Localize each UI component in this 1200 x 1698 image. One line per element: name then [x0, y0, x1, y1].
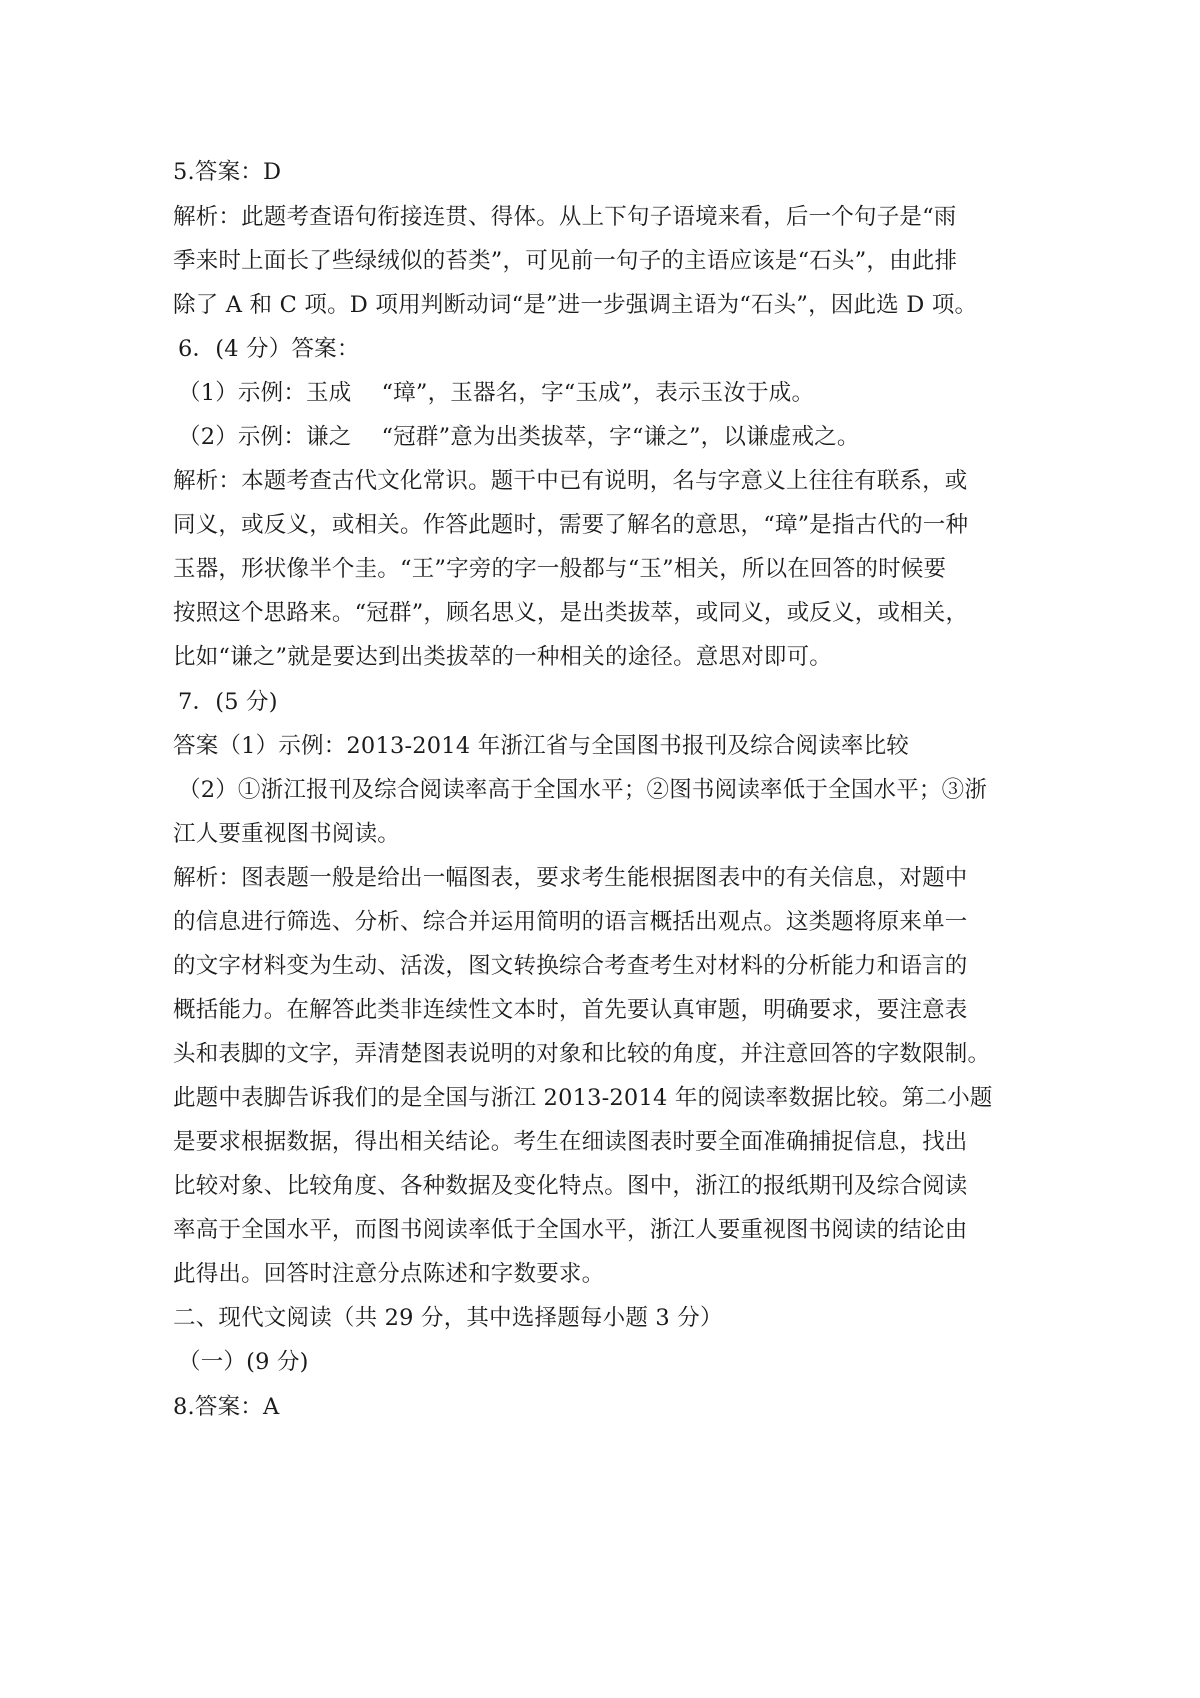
q6-analysis-line: 玉器，形状像半个圭。“王”字旁的字一般都与“玉”相关，所以在回答的时候要 — [173, 556, 947, 582]
q7-analysis-line: 的信息进行筛选、分析、综合并运用简明的语言概括出观点。这类题将原来单一 — [173, 909, 968, 935]
q6-item-1: （1）示例：玉成 “璋”，玉器名，字“玉成”，表示玉汝于成。 — [178, 380, 815, 406]
q6-item-2: （2）示例：谦之 “冠群”意为出类拔萃，字“谦之”，以谦虚戒之。 — [178, 424, 860, 450]
q7-analysis-line: 率高于全国水平，而图书阅读率低于全国水平，浙江人要重视图书阅读的结论由 — [173, 1217, 968, 1243]
q7-analysis-line: 头和表脚的文字，弄清楚图表说明的对象和比较的角度，并注意回答的字数限制。 — [173, 1041, 991, 1067]
q5-answer: 5.答案：D — [173, 159, 282, 185]
q7-analysis-line: 比较对象、比较角度、各种数据及变化特点。图中，浙江的报纸期刊及综合阅读 — [173, 1173, 968, 1199]
q7-analysis-line: 的文字材料变为生动、活泼，图文转换综合考查考生对材料的分析能力和语言的 — [173, 953, 968, 979]
q7-answer-2: （2）①浙江报刊及综合阅读率高于全国水平；②图书阅读率低于全国水平；③浙 — [178, 777, 988, 803]
q5-analysis-line: 季来时上面长了些绿绒似的苔类”，可见前一句子的主语应该是“石头”，由此排 — [173, 248, 958, 274]
q6-header: 6．(4 分）答案： — [178, 336, 360, 362]
q7-analysis-line: 解析：图表题一般是给出一幅图表，要求考生能根据图表中的有关信息，对题中 — [173, 865, 968, 891]
q7-analysis-line: 是要求根据数据，得出相关结论。考生在细读图表时要全面准确捕捉信息，找出 — [173, 1129, 968, 1155]
q7-analysis-line: 此得出。回答时注意分点陈述和字数要求。 — [173, 1261, 605, 1287]
q6-analysis-line: 比如“谦之”就是要达到出类拔萃的一种相关的途径。意思对即可。 — [173, 644, 833, 670]
q7-analysis-line: 此题中表脚告诉我们的是全国与浙江 2013-2014 年的阅读率数据比较。第二小题 — [173, 1085, 993, 1111]
q8-answer: 8.答案：A — [173, 1394, 280, 1420]
q6-analysis-line: 解析：本题考查古代文化常识。题干中已有说明，名与字意义上往往有联系，或 — [173, 468, 968, 494]
q5-analysis-line: 解析：此题考查语句衔接连贯、得体。从上下句子语境来看，后一个句子是“雨 — [173, 204, 957, 230]
q7-answer-2-cont: 江人要重视图书阅读。 — [173, 821, 401, 847]
q6-analysis-line: 按照这个思路来。“冠群”，顾名思义，是出类拔萃，或同义，或反义，或相关， — [173, 600, 969, 626]
section-2-subheading: （一）(9 分) — [178, 1349, 309, 1375]
q7-answer-1: 答案（1）示例：2013-2014 年浙江省与全国图书报刊及综合阅读率比较 — [173, 733, 909, 759]
q7-header: 7．(5 分) — [178, 689, 278, 715]
section-2-heading: 二、现代文阅读（共 29 分，其中选择题每小题 3 分） — [173, 1305, 723, 1331]
q6-analysis-line: 同义，或反义，或相关。作答此题时，需要了解名的意思，“璋”是指古代的一种 — [173, 512, 969, 538]
q7-analysis-line: 概括能力。在解答此类非连续性文本时，首先要认真审题，明确要求，要注意表 — [173, 997, 968, 1023]
q5-analysis-line: 除了 A 和 C 项。D 项用判断动词“是”进一步强调主语为“石头”，因此选 D 项。 — [173, 292, 978, 318]
